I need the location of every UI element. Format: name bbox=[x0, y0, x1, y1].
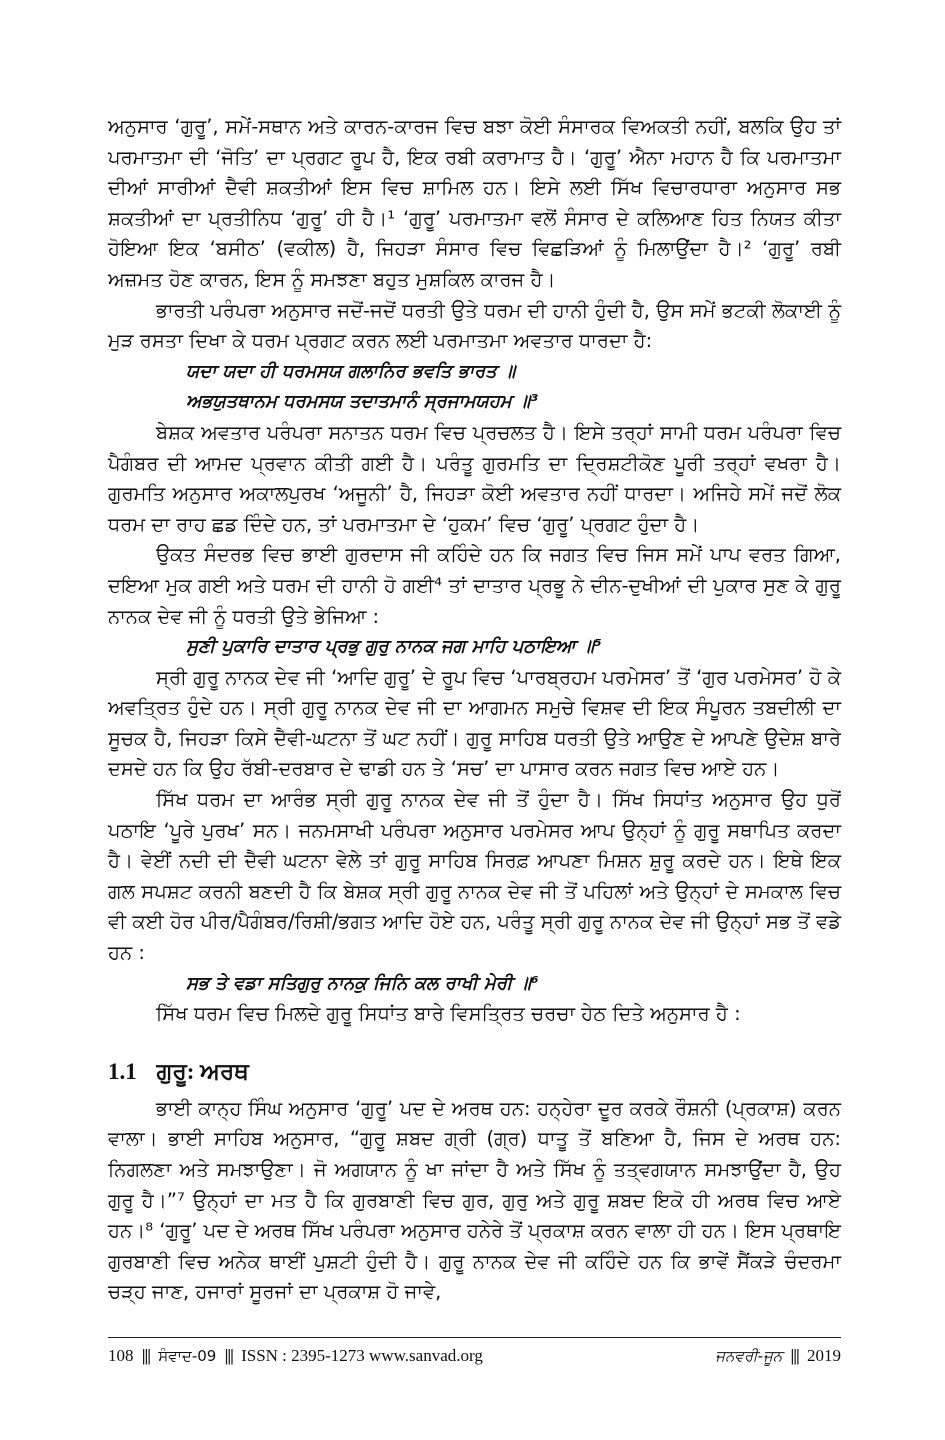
quote-2: ਸੁਣੀ ਪੁਕਾਰਿ ਦਾਤਾਰ ਪ੍ਰਭੁ ਗੁਰੁ ਨਾਨਕ ਜਗ ਮਾਹਿ ਪਠਾਇਆ ॥⁵ bbox=[186, 636, 602, 658]
quote-3: ਸਭ ਤੇ ਵਡਾ ਸਤਿਗੁਰੁ ਨਾਨਕੁ ਜਿਨਿ ਕਲ ਰਾਖੀ ਮੇਰੀ ॥⁶ bbox=[186, 972, 539, 994]
paragraph-8: ਭਾਈ ਕਾਨ੍ਹ ਸਿੰਘ ਅਨੁਸਾਰ ‘ਗੁਰੂ’ ਪਦ ਦੇ ਅਰਥ ਹਨ: ਹਨ੍ਹੇਰਾ ਦੂਰ ਕਰਕੇ ਰੌਸ਼ਨੀ (ਪ੍ਰਕਾਸ਼) ਕਰਨ ਵਾਲਾ। ਭਾਈ ਸਾਹਿਬ ਅਨੁਸਾਰ, “ਗੁਰੂ ਸ਼ਬਦ ਗ੍ਰੀ (ਗ੍ਰ) ਧਾਤੂ ਤੋਂ ਬਣਿਆ ਹੈ, ਜਿਸ ਦੇ ਅਰਥ ਹਨ: ਨਿਗਲਣਾ ਅਤੇ ਸਮਝਾਉਣਾ। ਜੋ ਅਗਯਾਨ ਨੂੰ ਖਾ ਜਾਂਦਾ ਹੈ ਅਤੇ ਸਿੱਖ ਨੂੰ ਤਤ੍ਵਗਯਾਨ ਸਮਝਾਉਂਦਾ ਹੈ, ਉਹ ਗੁਰੂ ਹੈ।”⁷ ਉਨ੍ਹਾਂ ਦਾ ਮਤ ਹੈ ਕਿ ਗੁਰਬਾਣੀ ਵਿਚ ਗੁਰ, ਗੁਰੁ ਅਤੇ ਗੁਰੂ ਸ਼ਬਦ ਇਕੋ ਹੀ ਅਰਥ ਵਿਚ ਆਏ ਹਨ।⁸ ‘ਗੁਰੂ’ ਪਦ ਦੇ ਅਰਥ ਸਿੱਖ ਪਰੰਪਰਾ ਅਨੁਸਾਰ ਹਨੇਰੇ ਤੋਂ ਪ੍ਰਕਾਸ਼ ਕਰਨ ਵਾਲਾ ਹੀ ਹਨ। ਇਸ ਪ੍ਰਥਾਇ ਗੁਰਬਾਣੀ ਵਿਚ ਅਨੇਕ ਥਾਈਂ ਪੁਸ਼ਟੀ ਹੁੰਦੀ ਹੈ। ਗੁਰੂ ਨਾਨਕ ਦੇਵ ਜੀ ਕਹਿੰਦੇ ਹਨ ਕਿ ਭਾਵੇਂ ਸੈਂਕੜੇ ਚੰਦਰਮਾ ਚੜ੍ਹ ਜਾਣ, ਹਜਾਰਾਂ ਸੂਰਜਾਂ ਦਾ ਪ੍ਰਕਾਸ਼ ਹੋ ਜਾਵੇ, bbox=[108, 1096, 841, 1304]
page-footer bbox=[108, 1337, 841, 1366]
separator-bars: ||| bbox=[224, 1346, 233, 1365]
issn-website: ISSN : 2395-1273 www.sanvad.org bbox=[241, 1346, 483, 1365]
journal-name: ਸੰਵਾਦ-09 bbox=[158, 1347, 217, 1365]
paragraph-1: ਅਨੁਸਾਰ ‘ਗੁਰੂ’, ਸਮੇਂ-ਸਥਾਨ ਅਤੇ ਕਾਰਨ-ਕਾਰਜ ਵਿਚ ਬਝਾ ਕੋਈ ਸੰਸਾਰਕ ਵਿਅਕਤੀ ਨਹੀਂ, ਬਲਕਿ ਉਹ ਤਾਂ ਪਰਮਾਤਮਾ ਦੀ ‘ਜੋਤਿ’ ਦਾ ਪ੍ਰਗਟ ਰੂਪ ਹੈ, ਇਕ ਰਬੀ ਕਰਾਮਾਤ ਹੈ। ‘ਗੁਰੂ’ ਐਨਾ ਮਹਾਨ ਹੈ ਕਿ ਪਰਮਾਤਮਾ ਦੀਆਂ ਸਾਰੀਆਂ ਦੈਵੀ ਸ਼ਕਤੀਆਂ ਇਸ ਵਿਚ ਸ਼ਾਮਿਲ ਹਨ। ਇਸੇ ਲਈ ਸਿੱਖ ਵਿਚਾਰਧਾਰਾ ਅਨੁਸਾਰ ਸਭ ਸ਼ਕਤੀਆਂ ਦਾ ਪ੍ਰਤੀਨਿਧ ‘ਗੁਰੂ’ ਹੀ ਹੈ।¹ ‘ਗੁਰੂ’ ਪਰਮਾਤਮਾ ਵਲੋਂ ਸੰਸਾਰ ਦੇ ਕਲਿਆਣ ਹਿਤ ਨਿਯਤ ਕੀਤਾ ਹੋਇਆ ਇਕ ‘ਬਸੀਠ’ (ਵਕੀਲ) ਹੈ, ਜਿਹੜਾ ਸੰਸਾਰ ਵਿਚ ਵਿਛੜਿਆਂ ਨੂੰ ਮਿਲਾਉਂਦਾ ਹੈ।² ‘ਗੁਰੂ’ ਰਬੀ ਅਜ਼ਮਤ ਹੋਣ ਕਾਰਨ, ਇਸ ਨੂੰ ਸਮਝਣਾ ਬਹੁਤ ਮੁਸ਼ਕਿਲ ਕਾਰਜ ਹੈ। bbox=[108, 115, 841, 291]
footer-left bbox=[108, 1346, 483, 1366]
section-heading bbox=[108, 1056, 841, 1088]
paragraph-3: ਬੇਸ਼ਕ ਅਵਤਾਰ ਪਰੰਪਰਾ ਸਨਾਤਨ ਧਰਮ ਵਿਚ ਪ੍ਰਚਲਤ ਹੈ। ਇਸੇ ਤਰ੍ਹਾਂ ਸਾਮੀ ਧਰਮ ਪਰੰਪਰਾ ਵਿਚ ਪੈਗੰਬਰ ਦੀ ਆਮਦ ਪ੍ਰਵਾਨ ਕੀਤੀ ਗਈ ਹੈ। ਪਰੰਤੂ ਗੁਰਮਤਿ ਦਾ ਦ੍ਰਿਸ਼ਟੀਕੋਣ ਪੂਰੀ ਤਰ੍ਹਾਂ ਵਖਰਾ ਹੈ। ਗੁਰਮਤਿ ਅਨੁਸਾਰ ਅਕਾਲਪੁਰਖ ‘ਅਜੂਨੀ’ ਹੈ, ਜਿਹੜਾ ਕੋਈ ਅਵਤਾਰ ਨਹੀਂ ਧਾਰਦਾ। ਅਜਿਹੇ ਸਮੇਂ ਜਦੋਂ ਲੋਕ ਧਰਮ ਦਾ ਰਾਹ ਛਡ ਦਿੰਦੇ ਹਨ, ਤਾਂ ਪਰਮਾਤਮਾ ਦੇ ‘ਹੁਕਮ’ ਵਿਚ ‘ਗੁਰੂ’ ਪ੍ਰਗਟ ਹੁੰਦਾ ਹੈ। bbox=[108, 420, 841, 536]
section-title: ਗੁਰੂ: ਅਰਥ bbox=[156, 1058, 249, 1084]
footer-right bbox=[715, 1346, 841, 1366]
paragraph-2: ਭਾਰਤੀ ਪਰੰਪਰਾ ਅਨੁਸਾਰ ਜਦੋਂ-ਜਦੋਂ ਧਰਤੀ ਉਤੇ ਧਰਮ ਦੀ ਹਾਨੀ ਹੁੰਦੀ ਹੈ, ਉਸ ਸਮੇਂ ਭਟਕੀ ਲੋਕਾਈ ਨੂੰ ਮੁੜ ਰਸਤਾ ਦਿਖਾ ਕੇ ਧਰਮ ਪ੍ਰਗਟ ਕਰਨ ਲਈ ਪਰਮਾਤਮਾ ਅਵਤਾਰ ਧਾਰਦਾ ਹੈ: bbox=[108, 298, 841, 353]
section-number: 1.1 bbox=[108, 1058, 137, 1084]
separator-bars: ||| bbox=[141, 1346, 150, 1365]
article-body bbox=[108, 112, 841, 1308]
issue-year: 2019 bbox=[807, 1346, 841, 1365]
issue-months: ਜਨਵਰੀ-ਜੂਨ bbox=[715, 1347, 783, 1365]
page-number: 108 bbox=[108, 1346, 134, 1365]
paragraph-7: ਸਿੱਖ ਧਰਮ ਵਿਚ ਮਿਲਦੇ ਗੁਰੂ ਸਿਧਾਂਤ ਬਾਰੇ ਵਿਸਤ੍ਰਿਤ ਚਰਚਾ ਹੇਠ ਦਿਤੇ ਅਨੁਸਾਰ ਹੈ : bbox=[156, 1002, 741, 1026]
quote-1: ਯਦਾ ਯਦਾ ਹੀ ਧਰਮਸਯ ਗਲਾਨਿਰ ਭਵਤਿ ਭਾਰਤ ॥ ਅਭਯੁਤਥਾਨਮ ਧਰਮਸਯ ਤਦਾਤਮਾਨੰ ਸ੍ਰਜਾਮਯਹਮ ॥³ bbox=[186, 360, 538, 413]
paragraph-4: ਉਕਤ ਸੰਦਰਭ ਵਿਚ ਭਾਈ ਗੁਰਦਾਸ ਜੀ ਕਹਿੰਦੇ ਹਨ ਕਿ ਜਗਤ ਵਿਚ ਜਿਸ ਸਮੇਂ ਪਾਪ ਵਰਤ ਗਿਆ, ਦਇਆ ਮੁਕ ਗਈ ਅਤੇ ਧਰਮ ਦੀ ਹਾਨੀ ਹੋ ਗਈ⁴ ਤਾਂ ਦਾਤਾਰ ਪ੍ਰਭੂ ਨੇ ਦੀਨ-ਦੁਖੀਆਂ ਦੀ ਪੁਕਾਰ ਸੁਣ ਕੇ ਗੁਰੂ ਨਾਨਕ ਦੇਵ ਜੀ ਨੂੰ ਧਰਤੀ ਉਤੇ ਭੇਜਿਆ : bbox=[108, 543, 841, 628]
paragraph-5: ਸ੍ਰੀ ਗੁਰੂ ਨਾਨਕ ਦੇਵ ਜੀ ‘ਆਦਿ ਗੁਰੂ’ ਦੇ ਰੂਪ ਵਿਚ ‘ਪਾਰਬ੍ਰਹਮ ਪਰਮੇਸਰ’ ਤੋਂ ‘ਗੁਰ ਪਰਮੇਸਰ’ ਹੋ ਕੇ ਅਵਤ੍ਰਿਤ ਹੁੰਦੇ ਹਨ। ਸ੍ਰੀ ਗੁਰੂ ਨਾਨਕ ਦੇਵ ਜੀ ਦਾ ਆਗਮਨ ਸਮੁਚੇ ਵਿਸ਼ਵ ਦੀ ਇਕ ਸੰਪੂਰਨ ਤਬਦੀਲੀ ਦਾ ਸੂਚਕ ਹੈ, ਜਿਹੜਾ ਕਿਸੇ ਦੈਵੀ-ਘਟਨਾ ਤੋਂ ਘਟ ਨਹੀਂ। ਗੁਰੂ ਸਾਹਿਬ ਧਰਤੀ ਉਤੇ ਆਉਣ ਦੇ ਆਪਣੇ ਉਦੇਸ਼ ਬਾਰੇ ਦਸਦੇ ਹਨ ਕਿ ਉਹ ਰੱਬੀ-ਦਰਬਾਰ ਦੇ ਢਾਡੀ ਹਨ ਤੇ ‘ਸਚ’ ਦਾ ਪਾਸਾਰ ਕਰਨ ਜਗਤ ਵਿਚ ਆਏ ਹਨ। bbox=[108, 665, 841, 781]
separator-bars: ||| bbox=[790, 1346, 799, 1365]
paragraph-6: ਸਿੱਖ ਧਰਮ ਦਾ ਆਰੰਭ ਸ੍ਰੀ ਗੁਰੂ ਨਾਨਕ ਦੇਵ ਜੀ ਤੋਂ ਹੁੰਦਾ ਹੈ। ਸਿੱਖ ਸਿਧਾਂਤ ਅਨੁਸਾਰ ਉਹ ਧੁਰੋਂ ਪਠਾਇ ‘ਪੂਰੇ ਪੁਰਖ’ ਸਨ। ਜਨਮਸਾਖੀ ਪਰੰਪਰਾ ਅਨੁਸਾਰ ਪਰਮੇਸਰ ਆਪ ਉਨ੍ਹਾਂ ਨੂੰ ਗੁਰੂ ਸਥਾਪਿਤ ਕਰਦਾ ਹੈ। ਵੇਈਂ ਨਦੀ ਦੀ ਦੈਵੀ ਘਟਨਾ ਵੇਲੇ ਤਾਂ ਗੁਰੂ ਸਾਹਿਬ ਸਿਰਫ਼ ਆਪਣਾ ਮਿਸ਼ਨ ਸ਼ੁਰੂ ਕਰਦੇ ਹਨ। ਇਥੇ ਇਕ ਗਲ ਸਪਸ਼ਟ ਕਰਨੀ ਬਣਦੀ ਹੈ ਕਿ ਬੇਸ਼ਕ ਸ੍ਰੀ ਗੁਰੂ ਨਾਨਕ ਦੇਵ ਜੀ ਤੋਂ ਪਹਿਲਾਂ ਅਤੇ ਉਨ੍ਹਾਂ ਦੇ ਸਮਕਾਲ ਵਿਚ ਵੀ ਕਈ ਹੋਰ ਪੀਰ/ਪੈਗੰਬਰ/ਰਿਸ਼ੀ/ਭਗਤ ਆਦਿ ਹੋਏ ਹਨ, ਪਰੰਤੂ ਸ੍ਰੀ ਗੁਰੂ ਨਾਨਕ ਦੇਵ ਜੀ ਉਨ੍ਹਾਂ ਸਭ ਤੋਂ ਵਡੇ ਹਨ : bbox=[108, 788, 841, 965]
